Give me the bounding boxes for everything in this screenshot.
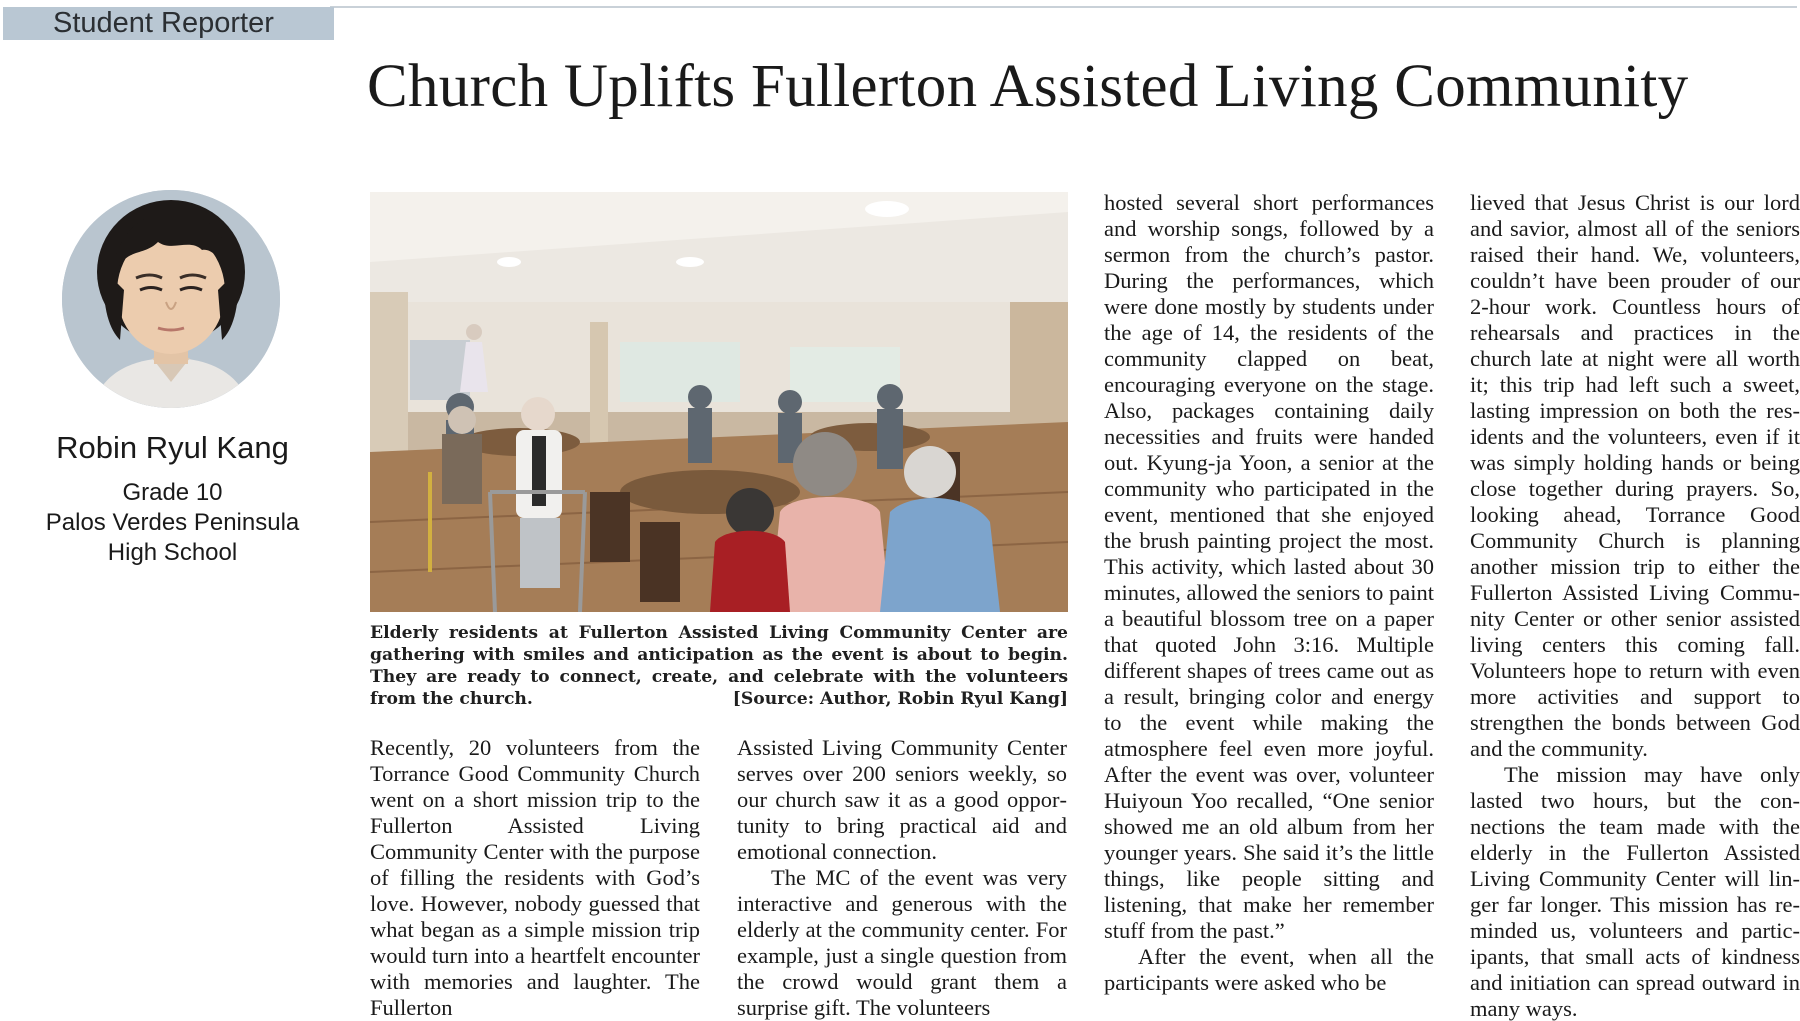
top-rule [330, 6, 1797, 8]
author-school-line2: High School [107, 539, 238, 566]
author-name: Robin Ryul Kang [56, 430, 289, 465]
author-avatar [62, 190, 280, 408]
article-paragraph: hosted several short performances and worship songs, followed by a sermon from the church’s pastor. During the performances, which were done mostly by students under the age of 14, the residents of the community clapped on beat, encouraging everyone on the stage. Also, packages containing daily necessities and fruits were handed out. Kyung-ja Yoon, a senior at the community who participated in the event, mentioned that she enjoyed the brush painting project the most. This activity, which lasted about 30 minutes, allowed the seniors to paint a beautiful blossom tree on a paper that quoted John 3:16. Multiple different shapes of trees came out as a result, bringing color and energy to the event while making the atmosphere feel even more joyful. After the event was over, volunteer Huiyoun Yoo recalled, “One senior showed me an old album from her younger years. She said it’s the little things, like people sitting and listening, that make her remember stuff from the past.” [1104, 190, 1434, 943]
author-meta [20, 478, 325, 568]
article-paragraph: The mission may have only lasted two hours, but the connections the team made with the elderly in the Fullerton Assisted Living Community Center will linger far longer. This mission has reminded us, volunteers and participants, that small acts of kindness and initiation can spread outward in many ways. [1470, 762, 1800, 1021]
photo-caption [370, 622, 1068, 710]
article-paragraph: Assisted Living Community Center serves over 200 seniors weekly, so our church saw it as a good opportunity to bring practical aid and emotional connection. [737, 735, 1067, 864]
headline: Church Uplifts Fullerton Assisted Living Community [367, 53, 1689, 120]
article-paragraph: lieved that Jesus Christ is our lord and savior, almost all of the seniors raised their hand. We, volunteers, couldn’t have been prouder of our 2-hour work. Countless hours of rehearsals and practices in the church late at night were all worth it; this trip had left such a sweet, lasting impression on both the residents and the volunteers, even if it was simply holding hands or being close together during prayers. So, looking ahead, Torrance Good Community Church is planning another mission trip to either the Fullerton Assisted Living Community Center or other senior assisted living centers this coming fall. Volunteers hope to return with even more activities and support to strengthen the bonds between God and the community. [1470, 190, 1800, 761]
author-portrait-icon [62, 190, 280, 408]
article-column-4 [1470, 190, 1800, 1021]
article-paragraph: The MC of the event was very interactive and generous with the elderly at the community center. For example, just a single question from the crowd would grant them a surprise gift. The volunteers [737, 865, 1067, 1020]
photo-source: [Source: Author, Robin Ryul Kang] [732, 689, 1068, 709]
author-school-line1: Palos Verdes Peninsula [45, 509, 300, 536]
article-column-3 [1104, 190, 1434, 1021]
dining-hall-photo-icon [370, 192, 1068, 612]
article-column-2 [737, 735, 1067, 1021]
article-photo [370, 192, 1068, 612]
photo-caption-text: Elderly residents at Fullerton Assisted Living Community Center are gathering with smiles and anticipation as the event is about to begin. They are ready to connect, create, and celebrate with the volunteers from the church. [370, 623, 1068, 709]
article-paragraph: Recently, 20 volunteers from the Torrance Good Community Church went on a short mission trip to the Fullerton Assisted Living Community Center with the purpose of filling the residents with God’s love. However, nobody guessed that what began as a simple mission trip would turn into a heartfelt encounter with memories and laughter. The Fullerton [370, 735, 700, 1020]
article-paragraph: After the event, when all the participants were asked who be [1104, 944, 1434, 995]
section-tab: Student Reporter [3, 7, 334, 40]
author-grade: Grade 10 [122, 479, 223, 506]
article-column-1 [370, 735, 700, 1021]
